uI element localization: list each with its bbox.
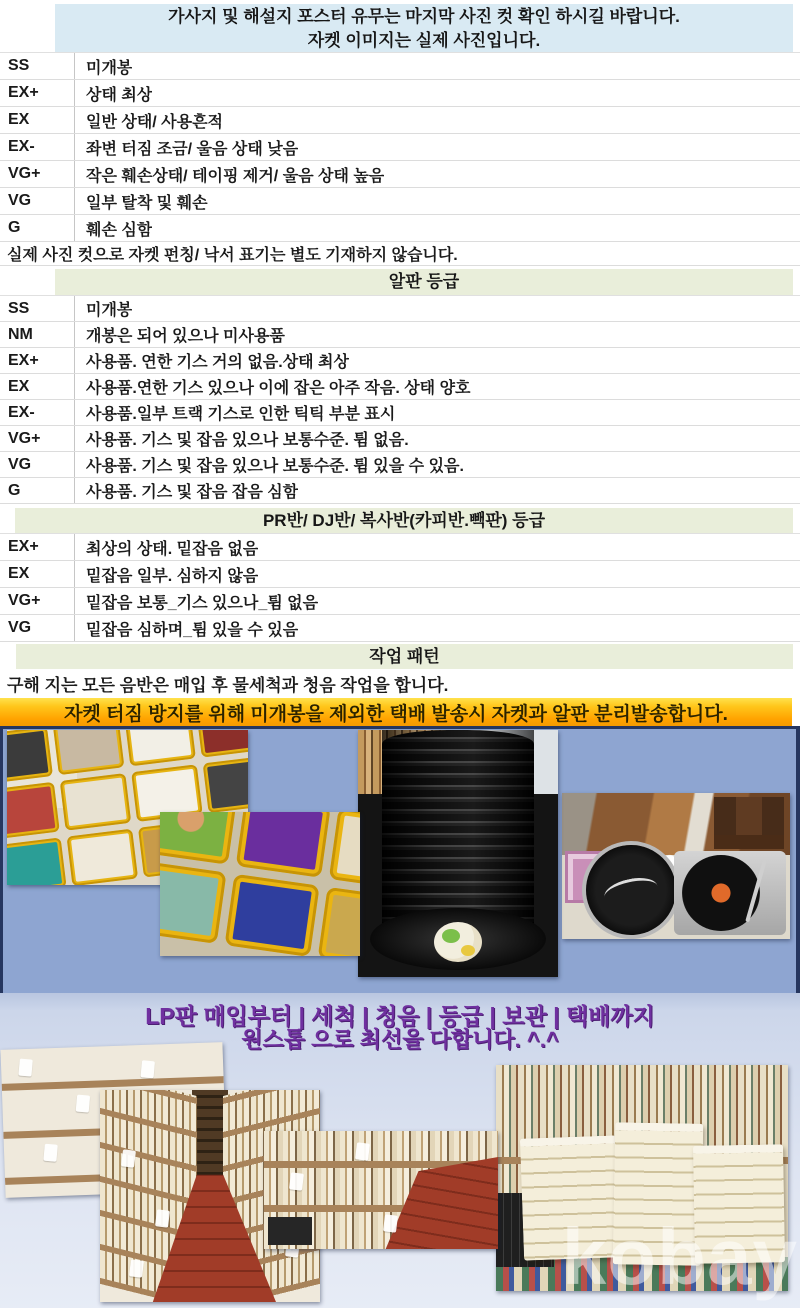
turntable-platter [586, 845, 676, 935]
grade-cell: SS [0, 296, 75, 321]
jacket-note: 실제 사진 컷으로 자켓 펀칭/ 낙서 표기는 별도 기재하지 않습니다. [0, 242, 800, 266]
lp-crate [203, 755, 248, 813]
lp-crate [124, 730, 196, 766]
lp-crate [7, 782, 60, 840]
desc-cell: 개봉은 되어 있으나 미사용품 [86, 328, 285, 345]
table-row [0, 322, 800, 348]
promo-section [0, 993, 800, 1308]
work-pattern-note: 구해 지는 모든 음반은 매입 후 물세척과 청음 작업을 합니다. [7, 676, 449, 695]
grade-cell: EX+ [0, 534, 75, 560]
grade-cell: EX [0, 561, 75, 587]
lp-crate [7, 730, 53, 784]
jacket-grade-table [0, 52, 800, 266]
table-row [0, 588, 800, 615]
desc-cell: 일반 상태/ 사용흔적 [86, 113, 223, 131]
grade-cell: VG [0, 615, 75, 641]
table-row [0, 80, 800, 107]
grade-cell: EX- [0, 134, 75, 160]
photo-shelf-aisle-wide [264, 1131, 498, 1249]
grade-cell: EX+ [0, 80, 75, 106]
shipping-banner: 자켓 터짐 방지를 위해 미개봉을 제외한 택배 발송시 자켓과 알판 분리발송합니다. [0, 698, 792, 726]
grade-cell: G [0, 215, 75, 241]
site-watermark: kobay [561, 1212, 798, 1301]
table-row [0, 53, 800, 80]
lp-crate [225, 874, 320, 956]
record-grade-table [0, 295, 800, 504]
jacket-header-line2: 자켓 이미지는 실제 사진입니다. [307, 31, 541, 50]
table-row [0, 161, 800, 188]
lp-crate [160, 861, 227, 944]
desc-cell: 사용품. 기스 및 잡음 잡음 심함 [86, 484, 299, 501]
table-row [0, 348, 800, 374]
desc-cell: 사용품. 기스 및 잡음 있으나 보통수준. 튐 있을 수 있음. [86, 458, 464, 475]
table-row [0, 107, 800, 134]
photo-collage-warehouse [0, 726, 800, 993]
grade-cell: EX [0, 107, 75, 133]
desc-cell: 사용품. 기스 및 잡음 있으나 보통수준. 튐 없음. [86, 432, 409, 449]
desc-cell: 미개봉 [86, 302, 133, 319]
table-row [0, 615, 800, 642]
promo-line2: 원스톱 으로 최선을 다합니다. ^.^ [241, 1027, 559, 1052]
pr-grade-table [0, 533, 800, 642]
grade-cell: VG [0, 452, 75, 477]
photo-lp-crates-closeup [160, 812, 360, 956]
grade-cell: EX+ [0, 348, 75, 373]
desc-cell: 밑잡음 보통_기스 있으나_튐 없음 [86, 594, 319, 612]
vinyl-label [434, 922, 482, 962]
grade-cell: NM [0, 322, 75, 347]
table-row [0, 426, 800, 452]
table-row [0, 188, 800, 215]
table-row [0, 452, 800, 478]
desc-cell: 미개봉 [86, 59, 133, 77]
table-row [0, 374, 800, 400]
grade-cell: SS [0, 53, 75, 79]
pr-grade-section-title: PR반/ DJ반/ 복사반(카피반.빽판) 등급 [15, 508, 793, 533]
desc-cell: 밑잡음 일부. 심하지 않음 [86, 567, 259, 585]
work-pattern-section-title: 작업 패턴 [16, 644, 793, 669]
vinyl-stack [382, 730, 534, 936]
grade-cell: VG+ [0, 161, 75, 187]
photo-turntables [562, 793, 790, 939]
desc-cell: 최상의 상태. 밑잡음 없음 [86, 540, 259, 558]
table-row [0, 134, 800, 161]
jacket-header-line1: 가사지 및 해설지 포스터 유무는 마지막 사진 컷 확인 하시길 바랍니다. [168, 7, 680, 26]
desc-cell: 사용품.연한 기스 있으나 이에 잡은 아주 작음. 상태 양호 [86, 380, 471, 397]
table-row [0, 296, 800, 322]
lp-crate [329, 812, 360, 891]
desc-cell: 밑잡음 심하며_튐 있을 수 있음 [86, 621, 299, 639]
lp-crate [53, 730, 125, 775]
table-row [0, 478, 800, 504]
desc-cell: 일부 탈착 및 훼손 [86, 194, 208, 212]
desc-cell: 좌변 터짐 조금/ 울음 상태 낮음 [86, 140, 299, 158]
grade-cell: EX [0, 374, 75, 399]
lp-crate [236, 812, 331, 878]
lp-crate [60, 773, 132, 831]
lp-crate [160, 812, 238, 865]
table-row [0, 534, 800, 561]
table-row [0, 561, 800, 588]
promo-text [0, 1004, 800, 1052]
grade-cell: EX- [0, 400, 75, 425]
grade-cell: VG+ [0, 588, 75, 614]
record-grade-section-title: 알판 등급 [55, 269, 793, 295]
grade-cell: VG [0, 188, 75, 214]
photo-record-stack [358, 730, 558, 977]
desc-cell: 사용품. 연한 기스 거의 없음.상태 최상 [86, 354, 349, 371]
desc-cell: 상태 최상 [86, 86, 153, 104]
jacket-header-band [55, 4, 793, 52]
desc-cell: 훼손 심함 [86, 221, 153, 239]
lp-crate [196, 730, 248, 758]
table-row [0, 215, 800, 242]
table-row [0, 400, 800, 426]
grade-cell: G [0, 478, 75, 503]
lp-crate [67, 829, 139, 885]
promo-line1: LP판 매입부터 | 세척 | 청음 | 등급 | 보관 | 택배까지 [145, 1003, 655, 1029]
desc-cell: 작은 훼손상태/ 테이핑 제거/ 울음 상태 높음 [86, 167, 385, 185]
lp-crate [7, 837, 67, 885]
lp-crate [318, 887, 360, 956]
desc-cell: 사용품.일부 트랙 기스로 인한 틱틱 부분 표시 [86, 406, 396, 423]
grade-cell: VG+ [0, 426, 75, 451]
